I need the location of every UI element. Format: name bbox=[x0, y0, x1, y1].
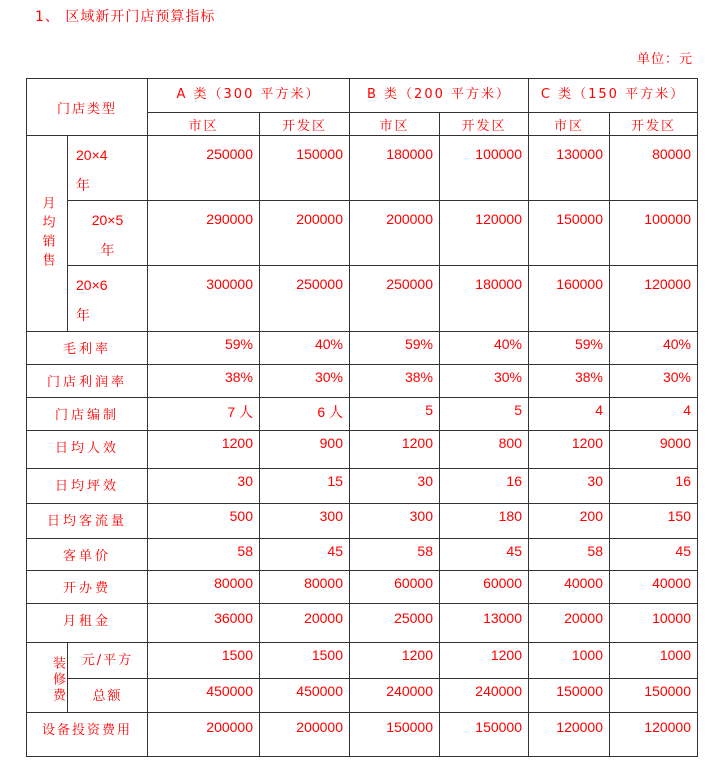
value-cell: 40% bbox=[610, 332, 698, 365]
section-title: 1、 区域新开门店预算指标 bbox=[35, 9, 216, 25]
store-type-header: 门店类型 bbox=[27, 79, 148, 136]
value-cell: 1500 bbox=[148, 643, 260, 679]
value-cell: 120000 bbox=[610, 266, 698, 332]
value-cell: 30% bbox=[440, 365, 529, 398]
value-cell: 36000 bbox=[148, 604, 260, 643]
table-row bbox=[27, 266, 698, 332]
value-cell: 40% bbox=[260, 332, 350, 365]
table-row bbox=[27, 571, 698, 604]
value-cell: 5 bbox=[440, 398, 529, 431]
table-row bbox=[27, 504, 698, 539]
value-cell: 60000 bbox=[440, 571, 529, 604]
value-cell: 10000 bbox=[610, 604, 698, 643]
unit-label: 单位：元 bbox=[636, 52, 693, 67]
value-cell: 80000 bbox=[610, 136, 698, 201]
value-cell: 300000 bbox=[148, 266, 260, 332]
value-cell: 180000 bbox=[440, 266, 529, 332]
table-row bbox=[27, 136, 698, 201]
value-cell: 15 bbox=[260, 469, 350, 504]
subcol-c-urban: 市区 bbox=[529, 113, 610, 136]
value-cell: 80000 bbox=[148, 571, 260, 604]
year-cell: 20×6 年 bbox=[68, 266, 148, 332]
value-cell: 13000 bbox=[440, 604, 529, 643]
table-row bbox=[27, 679, 698, 713]
value-cell: 200000 bbox=[260, 713, 350, 757]
table-row bbox=[27, 431, 698, 469]
value-cell: 45 bbox=[260, 539, 350, 571]
value-cell: 180000 bbox=[350, 136, 440, 201]
row-label: 客单价 bbox=[27, 539, 148, 571]
value-cell: 1200 bbox=[350, 643, 440, 679]
value-cell: 150 bbox=[610, 504, 698, 539]
table-row bbox=[27, 469, 698, 504]
value-cell: 40% bbox=[440, 332, 529, 365]
table-row bbox=[27, 201, 698, 266]
row-label: 门店利润率 bbox=[27, 365, 148, 398]
budget-table bbox=[26, 78, 698, 757]
value-cell: 250000 bbox=[148, 136, 260, 201]
value-cell: 240000 bbox=[350, 679, 440, 713]
header-row-groups bbox=[27, 79, 698, 113]
value-cell: 1500 bbox=[260, 643, 350, 679]
subcol-b-urban: 市区 bbox=[350, 113, 440, 136]
table-row bbox=[27, 539, 698, 571]
row-label: 开办费 bbox=[27, 571, 148, 604]
value-cell: 120000 bbox=[529, 713, 610, 757]
renovation-label: 装修费 bbox=[27, 643, 68, 713]
table-row bbox=[27, 332, 698, 365]
value-cell: 59% bbox=[529, 332, 610, 365]
value-cell: 58 bbox=[350, 539, 440, 571]
value-cell: 120000 bbox=[610, 713, 698, 757]
value-cell: 58 bbox=[529, 539, 610, 571]
value-cell: 150000 bbox=[529, 679, 610, 713]
value-cell: 120000 bbox=[440, 201, 529, 266]
group-b-header: B 类（200 平方米） bbox=[350, 79, 529, 113]
value-cell: 58 bbox=[148, 539, 260, 571]
value-cell: 40000 bbox=[529, 571, 610, 604]
value-cell: 150000 bbox=[529, 201, 610, 266]
value-cell: 59% bbox=[148, 332, 260, 365]
value-cell: 6 人 bbox=[260, 398, 350, 431]
value-cell: 45 bbox=[610, 539, 698, 571]
value-cell: 300 bbox=[260, 504, 350, 539]
value-cell: 290000 bbox=[148, 201, 260, 266]
value-cell: 16 bbox=[440, 469, 529, 504]
value-cell: 1200 bbox=[148, 431, 260, 469]
table-row bbox=[27, 365, 698, 398]
value-cell: 900 bbox=[260, 431, 350, 469]
value-cell: 5 bbox=[350, 398, 440, 431]
value-cell: 38% bbox=[148, 365, 260, 398]
value-cell: 20000 bbox=[260, 604, 350, 643]
value-cell: 1200 bbox=[529, 431, 610, 469]
value-cell: 450000 bbox=[148, 679, 260, 713]
value-cell: 150000 bbox=[610, 679, 698, 713]
value-cell: 200 bbox=[529, 504, 610, 539]
value-cell: 1000 bbox=[610, 643, 698, 679]
value-cell: 240000 bbox=[440, 679, 529, 713]
value-cell: 250000 bbox=[260, 266, 350, 332]
value-cell: 800 bbox=[440, 431, 529, 469]
value-cell: 150000 bbox=[260, 136, 350, 201]
row-label: 月租金 bbox=[27, 604, 148, 643]
value-cell: 4 bbox=[529, 398, 610, 431]
value-cell: 20000 bbox=[529, 604, 610, 643]
group-c-header: C 类（150 平方米） bbox=[529, 79, 698, 113]
value-cell: 150000 bbox=[350, 713, 440, 757]
subcol-b-devzone: 开发区 bbox=[440, 113, 529, 136]
value-cell: 59% bbox=[350, 332, 440, 365]
value-cell: 200000 bbox=[350, 201, 440, 266]
value-cell: 16 bbox=[610, 469, 698, 504]
value-cell: 180 bbox=[440, 504, 529, 539]
value-cell: 38% bbox=[350, 365, 440, 398]
value-cell: 100000 bbox=[440, 136, 529, 201]
row-label: 日均人效 bbox=[27, 431, 148, 469]
value-cell: 1200 bbox=[440, 643, 529, 679]
value-cell: 30 bbox=[529, 469, 610, 504]
value-cell: 30% bbox=[260, 365, 350, 398]
value-cell: 100000 bbox=[610, 201, 698, 266]
row-label: 元/平方 bbox=[68, 643, 148, 679]
value-cell: 4 bbox=[610, 398, 698, 431]
row-label: 日均客流量 bbox=[27, 504, 148, 539]
row-label: 毛利率 bbox=[27, 332, 148, 365]
row-label: 总额 bbox=[68, 679, 148, 713]
value-cell: 450000 bbox=[260, 679, 350, 713]
value-cell: 80000 bbox=[260, 571, 350, 604]
value-cell: 30% bbox=[610, 365, 698, 398]
value-cell: 30 bbox=[148, 469, 260, 504]
value-cell: 9000 bbox=[610, 431, 698, 469]
year-cell: 20×5 年 bbox=[68, 201, 148, 266]
subcol-c-devzone: 开发区 bbox=[610, 113, 698, 136]
value-cell: 7 人 bbox=[148, 398, 260, 431]
monthly-sales-label: 月均销售 bbox=[27, 136, 68, 332]
subcol-a-devzone: 开发区 bbox=[260, 113, 350, 136]
group-a-header: A 类（300 平方米） bbox=[148, 79, 350, 113]
table-row bbox=[27, 398, 698, 431]
row-label: 门店编制 bbox=[27, 398, 148, 431]
subcol-a-urban: 市区 bbox=[148, 113, 260, 136]
value-cell: 30 bbox=[350, 469, 440, 504]
table-row bbox=[27, 643, 698, 679]
value-cell: 45 bbox=[440, 539, 529, 571]
table-row bbox=[27, 604, 698, 643]
value-cell: 300 bbox=[350, 504, 440, 539]
row-label: 设备投资费用 bbox=[27, 713, 148, 757]
value-cell: 500 bbox=[148, 504, 260, 539]
year-cell: 20×4 年 bbox=[68, 136, 148, 201]
value-cell: 25000 bbox=[350, 604, 440, 643]
value-cell: 160000 bbox=[529, 266, 610, 332]
row-label: 日均坪效 bbox=[27, 469, 148, 504]
value-cell: 1200 bbox=[350, 431, 440, 469]
value-cell: 1000 bbox=[529, 643, 610, 679]
value-cell: 150000 bbox=[440, 713, 529, 757]
value-cell: 200000 bbox=[148, 713, 260, 757]
value-cell: 250000 bbox=[350, 266, 440, 332]
table-row bbox=[27, 713, 698, 757]
value-cell: 40000 bbox=[610, 571, 698, 604]
value-cell: 38% bbox=[529, 365, 610, 398]
value-cell: 130000 bbox=[529, 136, 610, 201]
value-cell: 60000 bbox=[350, 571, 440, 604]
value-cell: 200000 bbox=[260, 201, 350, 266]
